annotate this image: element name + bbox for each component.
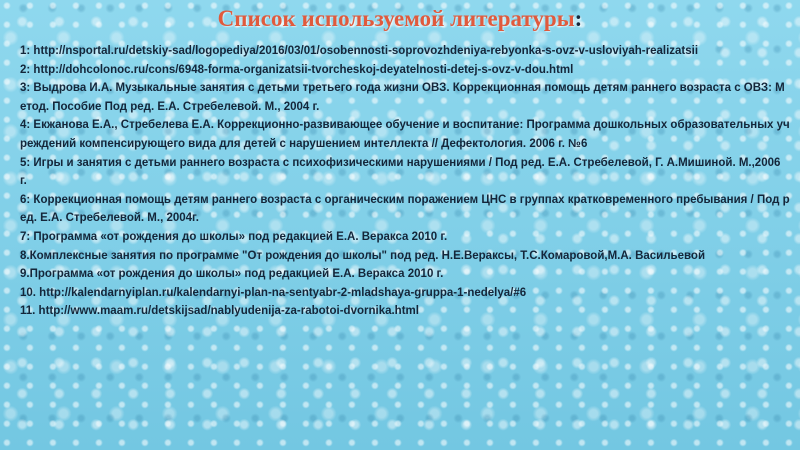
reference-item-11: 11. http://www.maam.ru/detskijsad/nablyudenija-za-rabotoi-dvornika.html — [20, 305, 419, 318]
reference-item-3: 3: Выдрова И.А. Музыкальные занятия с детьми третьего года жизни ОВЗ. Коррекционная помощь детям раннего возраста с ОВЗ: Метод. Пособие Под ред. Е.А. Стребелевой. М., 2004 г. — [20, 82, 785, 113]
slide-title-text: Список используемой литературы — [217, 6, 575, 31]
reference-item-4: 4: Екжанова Е.А., Стребелева Е.А. Коррекционно-развивающее обучение и воспитание: Программа дошкольных образовательных учреждений компенсирующего вида для детей с нарушением интеллекта // Дефектология. 2006 г. №6 — [20, 119, 790, 150]
reference-list — [20, 42, 790, 321]
reference-item-7: 7: Программа «от рождения до школы» под редакцией Е.А. Веракса 2010 г. — [20, 230, 448, 243]
slide-title — [0, 6, 800, 32]
reference-item-9: 9.Программа «от рождения до школы» под редакцией Е.А. Веракса 2010 г. — [20, 268, 444, 281]
reference-item-2: 2: http://dohcolonoc.ru/cons/6948-forma-organizatsii-tvorcheskoj-deyatelnosti-detej-s-ovz-v-dou.html — [20, 63, 574, 76]
reference-item-10: 10. http://kalendarnyiplan.ru/kalendarnyi-plan-na-sentyabr-2-mladshaya-gruppa-1-nedelya/#6 — [20, 286, 527, 299]
reference-item-5: 5: Игры и занятия с детьми раннего возраста с психофизическими нарушениями / Под ред. Е.А. Стребелевой, Г. А.Мишиной. М.,2006 г. — [20, 156, 781, 188]
reference-item-1: 1: http://nsportal.ru/detskiy-sad/logopediya/2016/03/01/osobennosti-soprovozhdeniya-rebyonka-s-ovz-v-usloviyah-realizatsii — [20, 45, 699, 57]
slide-title-colon: : — [574, 6, 583, 31]
reference-item-6: 6: Коррекционная помощь детям раннего возраста с органическим поражением ЦНС в группах кратковременного пребывания / Под ред. Е.А. Стребелевой. М., 2004г. — [20, 193, 790, 225]
reference-item-8: 8.Комплексные занятия по программе "От рождения до школы" под ред. Н.Е.Вераксы, Т.С.Комаровой,М.А. Васильевой — [20, 249, 706, 262]
